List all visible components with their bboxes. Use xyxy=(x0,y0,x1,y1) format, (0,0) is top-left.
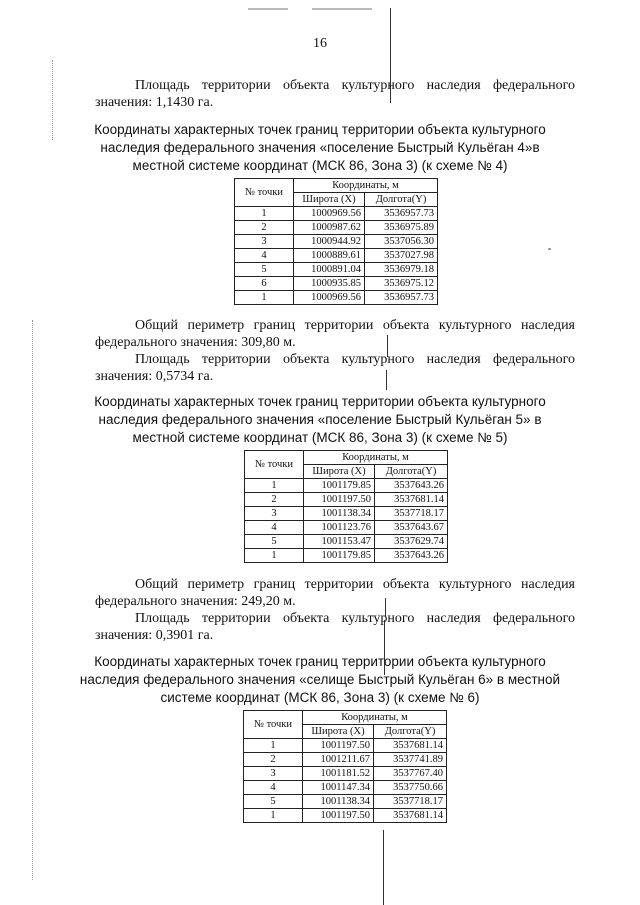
table-row xyxy=(235,207,438,221)
point-number: 3 xyxy=(235,235,294,249)
longitude-y: 3537681.14 xyxy=(375,493,448,507)
longitude-y: 3537681.14 xyxy=(374,739,447,753)
latitude-x: 1001123.76 xyxy=(304,521,375,535)
point-number: 1 xyxy=(245,479,304,493)
col-header-latitude-x: Широта (X) xyxy=(294,193,365,207)
longitude-y: 3537681.14 xyxy=(374,809,447,823)
latitude-x: 1000969.56 xyxy=(294,207,365,221)
section-5-area-line-2: значения: 0,3901 га. xyxy=(95,628,214,643)
page-number: 16 xyxy=(313,36,327,51)
point-number: 1 xyxy=(235,207,294,221)
col-header-longitude-y: Долгота(Y) xyxy=(374,725,447,739)
col-header-latitude-x: Широта (X) xyxy=(303,725,374,739)
point-number: 4 xyxy=(235,249,294,263)
section-5-heading-line-3: местной системе координат (МСК 86, Зона 3) (к схеме № 5) xyxy=(132,430,508,445)
section-4-heading-line-2: наследия федерального значения «поселение Быстрый Кульёган 4»в xyxy=(100,140,540,155)
longitude-y: 3537750.66 xyxy=(374,781,447,795)
col-header-coordinates: Координаты, м xyxy=(294,179,438,193)
scan-speck xyxy=(548,248,551,250)
latitude-x: 1001197.50 xyxy=(303,739,374,753)
coordinates-table-scheme-6 xyxy=(243,710,447,823)
point-number: 2 xyxy=(244,753,303,767)
point-number: 3 xyxy=(245,507,304,521)
section-4-area-line-2: значения: 0,5734 га. xyxy=(95,369,214,384)
table-row xyxy=(244,739,447,753)
table-row xyxy=(244,795,447,809)
longitude-y: 3537741.89 xyxy=(374,753,447,767)
table-row xyxy=(235,291,438,305)
latitude-x: 1001147.34 xyxy=(303,781,374,795)
section-4-perimeter-line-1: Общий периметр границ территории объекта культурного наследия xyxy=(135,318,575,333)
latitude-x: 1001179.85 xyxy=(304,479,375,493)
latitude-x: 1001211.67 xyxy=(303,753,374,767)
longitude-y: 3537056.30 xyxy=(365,235,438,249)
longitude-y: 3537629.74 xyxy=(375,535,448,549)
table-row xyxy=(245,535,448,549)
latitude-x: 1001138.34 xyxy=(303,795,374,809)
scan-speck xyxy=(248,8,288,10)
table-row xyxy=(245,507,448,521)
table-row xyxy=(244,767,447,781)
point-number: 5 xyxy=(245,535,304,549)
table-row xyxy=(245,521,448,535)
point-number: 2 xyxy=(235,221,294,235)
section-5-perimeter-line-2: федерального значения: 249,20 м. xyxy=(95,594,296,609)
col-header-point-number: № точки xyxy=(235,179,294,207)
section-6-heading-line-3: системе координат (МСК 86, Зона 3) (к схеме № 6) xyxy=(160,690,480,705)
point-number: 5 xyxy=(235,263,294,277)
latitude-x: 1001197.50 xyxy=(304,493,375,507)
point-number: 1 xyxy=(244,739,303,753)
point-number: 4 xyxy=(244,781,303,795)
latitude-x: 1000935.85 xyxy=(294,277,365,291)
longitude-y: 3537718.17 xyxy=(374,795,447,809)
coordinates-table-scheme-4 xyxy=(234,178,438,305)
scan-vertical-line xyxy=(383,830,384,905)
longitude-y: 3537718.17 xyxy=(375,507,448,521)
point-number: 1 xyxy=(235,291,294,305)
section-4-area-line-1: Площадь территории объекта культурного наследия федерального xyxy=(135,352,575,367)
section-5-heading-line-2: наследия федерального значения «поселение Быстрый Кульёган 5» в xyxy=(98,412,542,427)
point-number: 6 xyxy=(235,277,294,291)
latitude-x: 1001138.34 xyxy=(304,507,375,521)
col-header-longitude-y: Долгота(Y) xyxy=(365,193,438,207)
point-number: 1 xyxy=(245,549,304,563)
col-header-coordinates: Координаты, м xyxy=(304,451,448,465)
intro-line-1: Площадь территории объекта культурного наследия федерального xyxy=(135,78,575,93)
longitude-y: 3537643.26 xyxy=(375,479,448,493)
coordinates-table-scheme-5 xyxy=(244,450,448,563)
col-header-coordinates: Координаты, м xyxy=(303,711,447,725)
longitude-y: 3537767.40 xyxy=(374,767,447,781)
table-row xyxy=(244,781,447,795)
table-row xyxy=(235,221,438,235)
col-header-point-number: № точки xyxy=(245,451,304,479)
point-number: 4 xyxy=(245,521,304,535)
table-row xyxy=(244,809,447,823)
longitude-y: 3536957.73 xyxy=(365,291,438,305)
longitude-y: 3536975.12 xyxy=(365,277,438,291)
latitude-x: 1000944.92 xyxy=(294,235,365,249)
col-header-point-number: № точки xyxy=(244,711,303,739)
point-number: 1 xyxy=(244,809,303,823)
section-6-heading-line-1: Координаты характерных точек границ территории объекта культурного xyxy=(94,654,546,669)
table-row xyxy=(244,753,447,767)
scan-speck xyxy=(312,8,372,10)
longitude-y: 3536979.18 xyxy=(365,263,438,277)
table-row xyxy=(235,249,438,263)
latitude-x: 1000891.04 xyxy=(294,263,365,277)
table-row xyxy=(245,493,448,507)
point-number: 3 xyxy=(244,767,303,781)
col-header-longitude-y: Долгота(Y) xyxy=(375,465,448,479)
longitude-y: 3537643.67 xyxy=(375,521,448,535)
latitude-x: 1000987.62 xyxy=(294,221,365,235)
longitude-y: 3536975.89 xyxy=(365,221,438,235)
table-row xyxy=(235,277,438,291)
table-row xyxy=(245,479,448,493)
point-number: 5 xyxy=(244,795,303,809)
section-5-area-line-1: Площадь территории объекта культурного наследия федерального xyxy=(135,611,575,626)
table-row xyxy=(245,549,448,563)
latitude-x: 1000889.61 xyxy=(294,249,365,263)
section-5-perimeter-line-1: Общий периметр границ территории объекта культурного наследия xyxy=(135,577,575,592)
col-header-latitude-x: Широта (X) xyxy=(304,465,375,479)
latitude-x: 1001153.47 xyxy=(304,535,375,549)
section-4-perimeter-line-2: федерального значения: 309,80 м. xyxy=(95,335,296,350)
longitude-y: 3537027.98 xyxy=(365,249,438,263)
scan-vertical-line xyxy=(386,370,387,390)
section-4-heading-line-1: Координаты характерных точек границ территории объекта культурного xyxy=(94,122,546,137)
longitude-y: 3536957.73 xyxy=(365,207,438,221)
longitude-y: 3537643.26 xyxy=(375,549,448,563)
intro-line-2: значения: 1,1430 га. xyxy=(95,95,214,110)
section-5-heading-line-1: Координаты характерных точек границ территории объекта культурного xyxy=(94,394,546,409)
latitude-x: 1001179.85 xyxy=(304,549,375,563)
section-4-heading-line-3: местной системе координат (МСК 86, Зона 3) (к схеме № 4) xyxy=(132,158,508,173)
latitude-x: 1000969.56 xyxy=(294,291,365,305)
table-row xyxy=(235,263,438,277)
section-6-heading-line-2: наследия федерального значения «селище Быстрый Кульёган 6» в местной xyxy=(79,672,561,687)
latitude-x: 1001181.52 xyxy=(303,767,374,781)
table-row xyxy=(235,235,438,249)
point-number: 2 xyxy=(245,493,304,507)
latitude-x: 1001197.50 xyxy=(303,809,374,823)
